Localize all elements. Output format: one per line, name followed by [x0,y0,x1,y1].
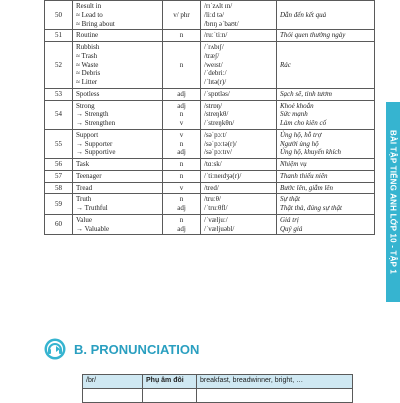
meaning-cell-line: Khoẻ khoắn [280,101,314,110]
word-number: 53 [45,88,73,100]
vocab-row [45,100,375,129]
meaning-cell-line: Ủng hộ, hỗ trợ [280,130,322,139]
meaning-cell-line: Thật thà, đúng sự thật [280,204,342,212]
word-cell [73,194,163,215]
ipa-cell-line: /ˈrʌbɪʃ/ [204,43,224,51]
part-of-speech-cell [163,182,201,194]
word-cell-line: → Strength [76,110,109,119]
meaning-cell-line: Sự thật [280,195,300,204]
word-cell-line: ≈ Bring about [76,19,115,28]
meaning-cell-line: Sạch sẽ, tinh tươm [280,89,332,98]
word-cell-line: Truth [76,195,92,204]
ipa-cell-line: /ˈvæljuəbl/ [204,224,235,233]
sound-type-cell [143,389,197,403]
ipa-cell [201,214,277,235]
ipa-cell-line: /səˈpɔːtə(r)/ [204,139,237,148]
vocab-row [45,30,375,42]
ipa-cell [201,42,277,89]
ipa-cell [201,129,277,158]
word-cell-line: Tread [76,183,93,192]
meaning-cell [277,100,375,129]
meaning-cell [277,182,375,194]
sound-cell: /br/ [83,375,143,389]
ipa-cell-line: /rɪˈzʌlt ɪn/ [204,2,233,10]
vocab-row [45,182,375,194]
meaning-cell [277,42,375,89]
part-of-speech-cell-line: n [179,195,184,204]
ipa-cell-line: /səˈpɔːt/ [204,130,227,139]
ipa-cell-line: /ˈtruːθfl/ [204,204,228,212]
meaning-cell-line [280,43,371,52]
word-cell [73,30,163,42]
part-of-speech-cell-line: v [179,130,184,139]
part-of-speech-cell [163,100,201,129]
word-cell-line: Routine [76,31,99,40]
word-number: 50 [45,1,73,30]
part-of-speech-cell-line: adj [177,148,186,157]
word-cell-line: → Strengthen [76,119,116,127]
ipa-cell [201,194,277,215]
ipa-cell-line: /ˈspɒtləs/ [204,89,230,98]
part-of-speech-cell-line: n [179,31,184,40]
vocabulary-table [44,0,375,235]
ipa-cell-line: /træʃ/ [204,51,220,60]
part-of-speech-cell-line: adj [177,204,186,212]
pronunciation-header-row [83,375,353,389]
section-title: B. PRONUNCIATION [74,341,200,357]
part-of-speech-cell [163,42,201,89]
word-cell-line: Rubbish [76,43,100,51]
part-of-speech-cell [163,30,201,42]
headphones-icon [44,338,66,360]
word-cell-line: → Supportive [76,148,116,157]
word-cell-line: Value [76,215,92,224]
word-number: 51 [45,30,73,42]
meaning-cell-line [280,52,371,61]
word-number: 58 [45,182,73,194]
word-cell [73,170,163,182]
ipa-cell [201,182,277,194]
part-of-speech-cell-line: adj [177,89,186,98]
sound-type-cell: Phụ âm đôi [143,375,197,389]
meaning-cell [277,170,375,182]
meaning-cell-line: Thanh thiếu niên [280,171,328,180]
part-of-speech-cell-line [166,2,197,11]
meaning-cell-line: Sức mạnh [280,110,308,119]
ipa-cell-line: /liːd tə/ [204,10,225,19]
word-cell-line: Support [76,130,99,139]
word-cell [73,182,163,194]
meaning-cell-line: Nhiệm vụ [280,160,307,168]
word-cell-line: → Valuable [76,224,110,233]
vocab-row [45,194,375,215]
vocab-row [45,214,375,235]
meaning-cell [277,194,375,215]
side-tab [386,102,400,302]
part-of-speech-cell-line: n [179,110,184,119]
ipa-cell-line: /ˈdebriː/ [204,69,227,78]
word-cell-line: ≈ Debris [76,69,101,78]
part-of-speech-cell-line [166,52,197,61]
part-of-speech-cell-line: adj [177,224,186,233]
part-of-speech-cell-line: adj [177,101,186,110]
vocab-row [45,42,375,89]
meaning-cell-line: Rác [280,60,291,69]
ipa-cell-line: /tred/ [204,183,219,192]
ipa-cell-line: /ruːˈtiːn/ [204,31,228,40]
ipa-cell-line: /tɑːsk/ [204,160,222,168]
ipa-cell-line: /ˈtiːneɪdʒə(r)/ [204,171,242,180]
ipa-cell [201,1,277,30]
word-cell-line: → Truthful [76,204,108,212]
word-cell-line: Spotless [76,89,100,98]
part-of-speech-cell-line [166,43,197,52]
ipa-cell [201,88,277,100]
pronunciation-row [83,389,353,403]
word-cell [73,159,163,171]
word-number: 55 [45,129,73,158]
meaning-cell-line: Thói quen thường ngày [280,31,346,40]
word-cell-line: Task [76,160,90,168]
part-of-speech-cell-line: v [179,119,184,127]
meaning-cell-line [280,78,371,87]
part-of-speech-cell-line: n [179,139,184,148]
vocab-row [45,170,375,182]
word-number: 59 [45,194,73,215]
meaning-cell-line: Bước lên, giẫm lên [280,183,334,192]
examples-cell: breakfast, breadwinner, bright, … [197,375,353,389]
part-of-speech-cell [163,170,201,182]
word-cell [73,42,163,89]
ipa-cell-line: /ˈlɪtə(r)/ [204,78,227,86]
pronunciation-table [82,374,353,403]
word-number: 54 [45,100,73,129]
side-tab-label: BÀI TẬP TIẾNG ANH LỚP 10 - TẬP 1 [388,129,398,275]
ipa-cell-line: /truːθ/ [204,195,221,204]
part-of-speech-cell-line: n [179,60,184,69]
vocab-row [45,88,375,100]
ipa-cell-line: /streŋkθ/ [204,110,229,119]
meaning-cell-line: Giá trị [280,215,299,224]
meaning-cell [277,1,375,30]
word-cell-line: Result in [76,2,102,10]
meaning-cell-line: Người ủng hộ [280,139,319,148]
part-of-speech-cell [163,129,201,158]
part-of-speech-cell-line [166,20,197,29]
ipa-cell [201,159,277,171]
meaning-cell-line: Quý giá [280,224,303,233]
word-cell [73,100,163,129]
ipa-cell [201,100,277,129]
part-of-speech-cell-line [166,78,197,87]
vocab-row [45,159,375,171]
word-number: 60 [45,214,73,235]
meaning-cell [277,214,375,235]
word-cell-line: → Supporter [76,139,113,148]
meaning-cell [277,129,375,158]
word-cell-line: Teenager [76,171,102,180]
ipa-cell [201,170,277,182]
meaning-cell-line: Dẫn đến kết quả [280,10,327,19]
word-cell-line: ≈ Litter [76,78,98,86]
meaning-cell-line [280,20,371,29]
part-of-speech-cell-line [166,69,197,78]
vocab-row [45,129,375,158]
part-of-speech-cell-line: n [179,171,184,180]
part-of-speech-cell [163,159,201,171]
word-cell-line: Strong [76,101,95,110]
ipa-cell-line: /ˈstreŋkθn/ [204,119,235,127]
meaning-cell [277,159,375,171]
part-of-speech-cell [163,1,201,30]
ipa-cell-line: /brɪŋ əˈbaʊt/ [204,19,239,28]
ipa-cell-line: /weɪst/ [204,60,223,69]
part-of-speech-cell [163,88,201,100]
word-cell [73,88,163,100]
word-cell [73,129,163,158]
examples-cell [197,389,353,403]
word-number: 57 [45,170,73,182]
ipa-cell [201,30,277,42]
word-cell-line: ≈ Lead to [76,10,103,19]
word-cell-line: ≈ Waste [76,60,99,69]
meaning-cell-line: Làm cho kiên cố [280,119,327,127]
section-heading [44,338,199,360]
vocab-row [45,1,375,30]
word-cell [73,1,163,30]
meaning-cell-line [280,69,371,78]
part-of-speech-cell [163,214,201,235]
word-number: 52 [45,42,73,89]
ipa-cell-line: /ˈvæljuː/ [204,215,228,224]
meaning-cell [277,88,375,100]
sound-cell [83,389,143,403]
meaning-cell-line [280,2,371,11]
word-number: 56 [45,159,73,171]
meaning-cell-line: Ủng hộ, khuyến khích [280,148,342,157]
part-of-speech-cell-line: v [179,183,184,192]
part-of-speech-cell-line: n [179,215,184,224]
ipa-cell-line: /səˈpɔːtɪv/ [204,148,232,157]
part-of-speech-cell-line: n [179,160,184,168]
word-cell [73,214,163,235]
part-of-speech-cell-line: v/ phr [173,10,190,19]
part-of-speech-cell [163,194,201,215]
word-cell-line: ≈ Trash [76,51,98,60]
ipa-cell-line: /strɒŋ/ [204,101,223,110]
meaning-cell [277,30,375,42]
